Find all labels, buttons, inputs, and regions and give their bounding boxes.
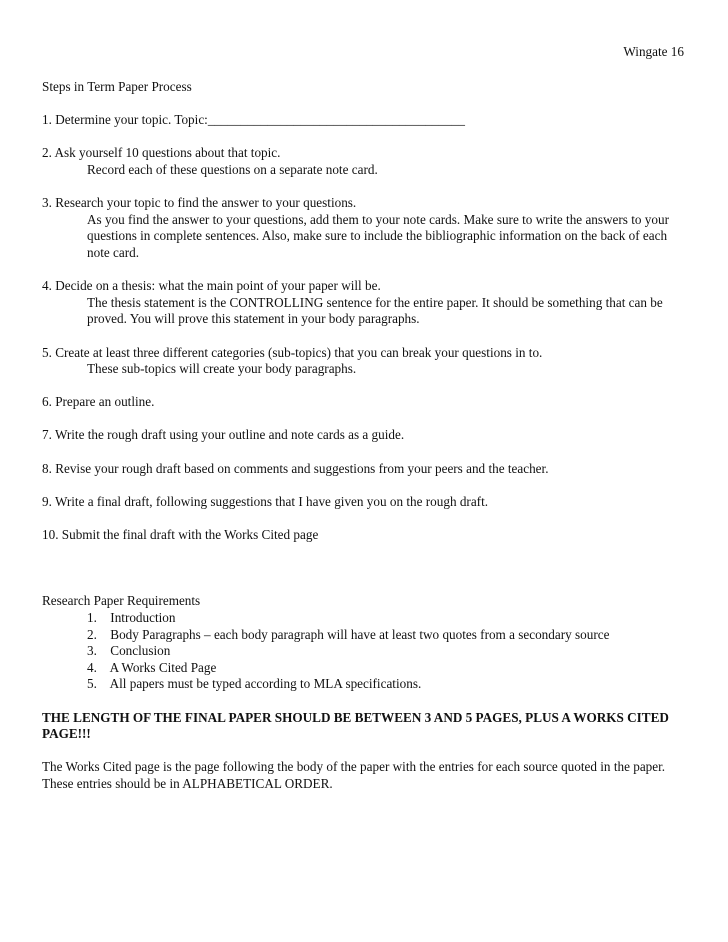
step-7: 7. Write the rough draft using your outline and note cards as a guide.	[42, 427, 405, 443]
requirement-item: 5. All papers must be typed according to MLA specifications.	[87, 676, 422, 692]
requirements-list	[42, 610, 687, 693]
length-notice: THE LENGTH OF THE FINAL PAPER SHOULD BE BETWEEN 3 AND 5 PAGES, PLUS A WORKS CITED PAGE!!!	[42, 709, 669, 742]
step-2-detail: Record each of these questions on a separate note card.	[87, 161, 378, 177]
step-8: 8. Revise your rough draft based on comments and suggestions from your peers and the teacher.	[42, 460, 549, 476]
requirement-item: 4. A Works Cited Page	[87, 659, 217, 675]
works-cited-note: The Works Cited page is the page following the body of the paper with the entries for each source quoted in the paper. These entries should be in ALPHABETICAL ORDER.	[42, 759, 666, 791]
document-title: Steps in Term Paper Process	[42, 79, 192, 94]
step-2: 2. Ask yourself 10 questions about that topic.	[42, 145, 281, 161]
step-1: 1. Determine your topic. Topic:_______________________________________	[42, 112, 465, 128]
step-3: 3. Research your topic to find the answer to your questions.	[42, 195, 357, 211]
step-4: 4. Decide on a thesis: what the main point of your paper will be.	[42, 278, 381, 294]
step-10: 10. Submit the final draft with the Works Cited page	[42, 527, 319, 543]
document-body	[42, 79, 687, 793]
requirement-item: 1. Introduction	[87, 610, 176, 625]
page-header: Wingate 16	[623, 44, 684, 59]
step-5-detail: These sub-topics will create your body paragraphs.	[87, 361, 357, 377]
step-3-detail: As you find the answer to your questions, add them to your note cards. Make sure to write the answers to your questions in complete sentences. Also, make sure to include the bibliographic information on the back of each note card.	[87, 211, 669, 260]
requirements-heading: Research Paper Requirements	[42, 593, 201, 609]
step-9: 9. Write a final draft, following suggestions that I have given you on the rough draft.	[42, 493, 489, 509]
step-6: 6. Prepare an outline.	[42, 394, 155, 410]
requirement-item: 3. Conclusion	[87, 643, 171, 659]
step-4-detail: The thesis statement is the CONTROLLING sentence for the entire paper. It should be something that can be proved. You will prove this statement in your body paragraphs.	[87, 294, 663, 327]
requirement-item: 2. Body Paragraphs – each body paragraph will have at least two quotes from a secondary source	[87, 626, 610, 642]
step-5: 5. Create at least three different categories (sub-topics) that you can break your questions in to.	[42, 344, 543, 360]
